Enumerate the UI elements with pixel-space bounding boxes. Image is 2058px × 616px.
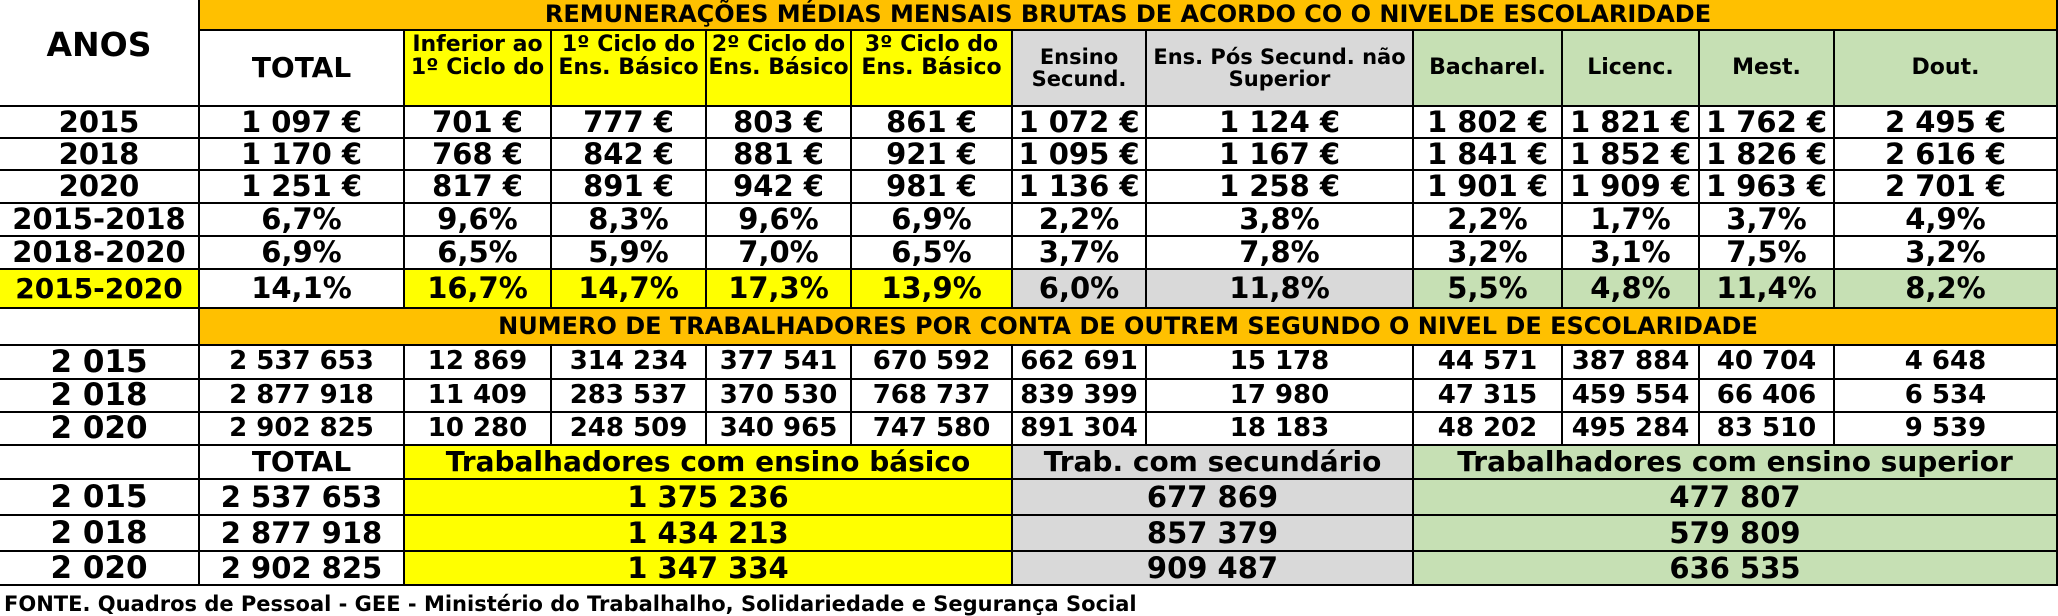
worker-count-cell: 40 704 <box>1700 346 1835 380</box>
column-header: Ensino Secund. <box>1013 31 1147 107</box>
salary-cell: 768 € <box>405 139 552 171</box>
worker-count-cell: 18 183 <box>1147 413 1414 446</box>
row-label: 2 020 <box>0 552 200 586</box>
salary-cell: 3,1% <box>1563 237 1700 270</box>
salary-cell: 921 € <box>852 139 1013 171</box>
row-label: 2 020 <box>0 413 200 446</box>
salary-cell: 803 € <box>707 107 852 139</box>
summary-cell: 1 375 236 <box>405 480 1013 516</box>
row-label: 2018 <box>0 139 200 171</box>
worker-count-cell: 283 537 <box>552 380 707 413</box>
column-header: 3º Ciclo do Ens. Básico <box>852 31 1013 107</box>
worker-count-cell: 670 592 <box>852 346 1013 380</box>
salary-cell: 1 136 € <box>1013 171 1147 204</box>
salary-cell: 1 826 € <box>1700 139 1835 171</box>
salary-cell: 1 124 € <box>1147 107 1414 139</box>
worker-count-cell: 4 648 <box>1835 346 2058 380</box>
salary-cell: 17,3% <box>707 270 852 309</box>
summary-cell: 677 869 <box>1013 480 1414 516</box>
salary-cell: 701 € <box>405 107 552 139</box>
salary-cell: 3,7% <box>1700 204 1835 237</box>
row-label: 2020 <box>0 171 200 204</box>
summary-header: Trab. com secundário <box>1013 446 1414 480</box>
summary-header: Trabalhadores com ensino superior <box>1414 446 2058 480</box>
worker-count-cell: 340 965 <box>707 413 852 446</box>
row-label: 2 015 <box>0 480 200 516</box>
row-label: 2 018 <box>0 516 200 552</box>
summary-cell: 1 347 334 <box>405 552 1013 586</box>
salary-cell: 7,0% <box>707 237 852 270</box>
salary-cell: 8,3% <box>552 204 707 237</box>
salary-cell: 1,7% <box>1563 204 1700 237</box>
salary-cell: 3,2% <box>1835 237 2058 270</box>
column-header: Mest. <box>1700 31 1835 107</box>
salary-cell: 2 701 € <box>1835 171 2058 204</box>
worker-count-cell: 314 234 <box>552 346 707 380</box>
column-header: TOTAL <box>200 31 405 107</box>
worker-count-cell: 6 534 <box>1835 380 2058 413</box>
salary-cell: 11,4% <box>1700 270 1835 309</box>
worker-count-cell: 44 571 <box>1414 346 1563 380</box>
salary-cell: 1 167 € <box>1147 139 1414 171</box>
salary-cell: 1 258 € <box>1147 171 1414 204</box>
worker-count-cell: 66 406 <box>1700 380 1835 413</box>
salary-cell: 6,5% <box>852 237 1013 270</box>
summary-cell: 636 535 <box>1414 552 2058 586</box>
worker-count-cell: 10 280 <box>405 413 552 446</box>
worker-count-cell: 662 691 <box>1013 346 1147 380</box>
worker-count-cell: 11 409 <box>405 380 552 413</box>
salary-cell: 842 € <box>552 139 707 171</box>
row-label: 2015-2018 <box>0 204 200 237</box>
salary-cell: 1 072 € <box>1013 107 1147 139</box>
salary-cell: 6,9% <box>200 237 405 270</box>
worker-count-cell: 459 554 <box>1563 380 1700 413</box>
worker-count-cell: 15 178 <box>1147 346 1414 380</box>
salary-cell: 14,1% <box>200 270 405 309</box>
worker-count-cell: 370 530 <box>707 380 852 413</box>
salary-cell: 2 616 € <box>1835 139 2058 171</box>
salary-cell: 881 € <box>707 139 852 171</box>
salary-cell: 6,7% <box>200 204 405 237</box>
worker-count-cell: 48 202 <box>1414 413 1563 446</box>
row-label: 2015 <box>0 107 200 139</box>
salary-cell: 3,2% <box>1414 237 1563 270</box>
column-header: Licenc. <box>1563 31 1700 107</box>
salary-cell: 1 251 € <box>200 171 405 204</box>
salary-cell: 1 821 € <box>1563 107 1700 139</box>
salary-cell: 2,2% <box>1414 204 1563 237</box>
worker-count-cell: 768 737 <box>852 380 1013 413</box>
summary-cell: 2 902 825 <box>200 552 405 586</box>
summary-cell: 477 807 <box>1414 480 2058 516</box>
worker-count-cell: 495 284 <box>1563 413 1700 446</box>
column-header: Bacharel. <box>1414 31 1563 107</box>
salary-cell: 817 € <box>405 171 552 204</box>
salary-cell: 981 € <box>852 171 1013 204</box>
salary-cell: 1 097 € <box>200 107 405 139</box>
salary-cell: 4,8% <box>1563 270 1700 309</box>
worker-count-cell: 47 315 <box>1414 380 1563 413</box>
salary-cell: 2,2% <box>1013 204 1147 237</box>
summary-cell: 2 537 653 <box>200 480 405 516</box>
salary-cell: 891 € <box>552 171 707 204</box>
salary-cell: 9,6% <box>405 204 552 237</box>
summary-header: Trabalhadores com ensino básico <box>405 446 1013 480</box>
salary-cell: 16,7% <box>405 270 552 309</box>
salary-cell: 14,7% <box>552 270 707 309</box>
row-label: 2015-2020 <box>0 270 200 309</box>
worker-count-cell: 83 510 <box>1700 413 1835 446</box>
summary-cell: 2 877 918 <box>200 516 405 552</box>
column-header: Dout. <box>1835 31 2058 107</box>
salary-cell: 4,9% <box>1835 204 2058 237</box>
salary-cell: 6,9% <box>852 204 1013 237</box>
row-label: 2 018 <box>0 380 200 413</box>
worker-count-cell: 839 399 <box>1013 380 1147 413</box>
summary-cell: 579 809 <box>1414 516 2058 552</box>
blank-cell <box>0 446 200 480</box>
worker-count-cell: 387 884 <box>1563 346 1700 380</box>
worker-count-cell: 248 509 <box>552 413 707 446</box>
summary-header: TOTAL <box>200 446 405 480</box>
column-header: Ens. Pós Secund. não Superior <box>1147 31 1414 107</box>
worker-count-cell: 17 980 <box>1147 380 1414 413</box>
title-remuneracoes: REMUNERAÇÕES MÉDIAS MENSAIS BRUTAS DE ACORDO CO O NIVELDE ESCOLARIDADE <box>200 0 2058 31</box>
worker-count-cell: 891 304 <box>1013 413 1147 446</box>
salary-cell: 3,7% <box>1013 237 1147 270</box>
column-header: 1º Ciclo do Ens. Básico <box>552 31 707 107</box>
column-header: Inferior ao 1º Ciclo do <box>405 31 552 107</box>
column-header: 2º Ciclo do Ens. Básico <box>707 31 852 107</box>
worker-count-cell: 2 902 825 <box>200 413 405 446</box>
salary-cell: 1 909 € <box>1563 171 1700 204</box>
row-label: 2 015 <box>0 346 200 380</box>
salary-cell: 942 € <box>707 171 852 204</box>
row-label: 2018-2020 <box>0 237 200 270</box>
summary-cell: 909 487 <box>1013 552 1414 586</box>
salary-cell: 11,8% <box>1147 270 1414 309</box>
summary-cell: 857 379 <box>1013 516 1414 552</box>
salary-cell: 1 901 € <box>1414 171 1563 204</box>
salary-cell: 7,8% <box>1147 237 1414 270</box>
salary-cell: 5,9% <box>552 237 707 270</box>
salary-cell: 1 170 € <box>200 139 405 171</box>
salary-cell: 1 963 € <box>1700 171 1835 204</box>
salary-cell: 3,8% <box>1147 204 1414 237</box>
salary-cell: 5,5% <box>1414 270 1563 309</box>
salary-cell: 13,9% <box>852 270 1013 309</box>
worker-count-cell: 377 541 <box>707 346 852 380</box>
salary-cell: 2 495 € <box>1835 107 2058 139</box>
summary-cell: 1 434 213 <box>405 516 1013 552</box>
salary-cell: 1 852 € <box>1563 139 1700 171</box>
blank-cell <box>0 309 200 346</box>
salary-cell: 6,0% <box>1013 270 1147 309</box>
salary-cell: 9,6% <box>707 204 852 237</box>
worker-count-cell: 747 580 <box>852 413 1013 446</box>
salary-cell: 8,2% <box>1835 270 2058 309</box>
salary-cell: 1 802 € <box>1414 107 1563 139</box>
salary-cell: 6,5% <box>405 237 552 270</box>
salary-cell: 1 095 € <box>1013 139 1147 171</box>
worker-count-cell: 9 539 <box>1835 413 2058 446</box>
worker-count-cell: 2 537 653 <box>200 346 405 380</box>
salary-cell: 7,5% <box>1700 237 1835 270</box>
title-trabalhadores: NUMERO DE TRABALHADORES POR CONTA DE OUTREM SEGUNDO O NIVEL DE ESCOLARIDADE <box>200 309 2058 346</box>
worker-count-cell: 12 869 <box>405 346 552 380</box>
salary-cell: 1 762 € <box>1700 107 1835 139</box>
source-note: FONTE. Quadros de Pessoal - GEE - Ministério do Trabalhalho, Solidariedade e Segurança Social <box>4 592 1137 616</box>
worker-count-cell: 2 877 918 <box>200 380 405 413</box>
salary-cell: 777 € <box>552 107 707 139</box>
salary-cell: 861 € <box>852 107 1013 139</box>
salary-cell: 1 841 € <box>1414 139 1563 171</box>
corner-label: ANOS <box>0 0 200 107</box>
